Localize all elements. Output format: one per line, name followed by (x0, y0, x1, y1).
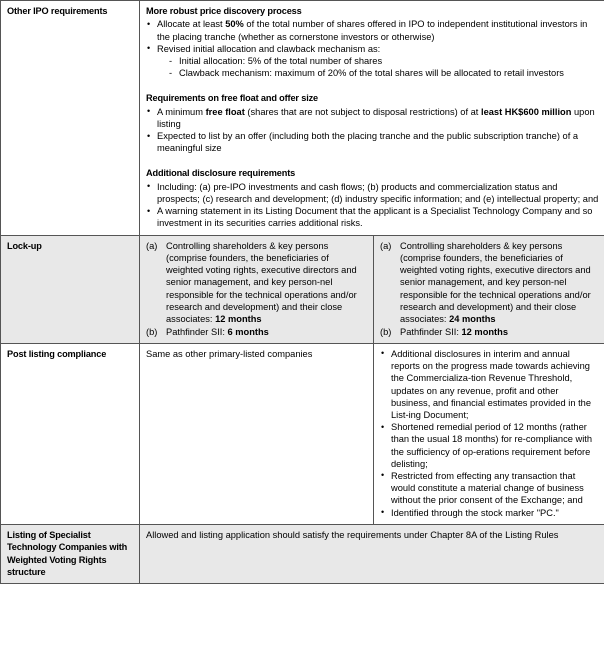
bullet-text: Allocate at least 50% of the total number of shares offered in IPO to independent institutional investors in the placing tranche (whether as cornerstone investors or otherwise) (157, 19, 588, 42)
list-item (380, 326, 599, 338)
list-item: • A warning statement in its Listing Document that the applicant is a Specialist Technology Company and so investment in its securities carries additional risks. (146, 205, 599, 229)
sub-list-item: - Clawback mechanism: maximum of 20% of the total shares will be allocated to retail investors (168, 67, 599, 79)
section-heading: Additional disclosure requirements (146, 168, 296, 179)
list-item (146, 326, 368, 338)
list-item (380, 240, 599, 326)
list-item: • Shortened remedial period of 12 months (rather than the usual 18 months) for re-compliance with the sufficiency of op-erations requirement before delisting; (380, 421, 599, 470)
list-item (146, 43, 599, 80)
row-content-listing-with-wvr (140, 524, 604, 584)
table-body (1, 1, 604, 584)
list-item-text: Pathfinder SII: 12 months (400, 326, 508, 337)
list-marker: (a) (380, 240, 392, 251)
alpha-list (146, 240, 368, 338)
list-item: • Restricted from effecting any transaction that would constitute a material change of business without the prior consent of the Exchange; and (380, 470, 599, 507)
row-content-post-listing-col2 (140, 343, 374, 524)
list-item (146, 240, 368, 326)
row-label-text: Lock-up (7, 240, 42, 251)
cell-text: Same as other primary-listed companies (146, 348, 313, 359)
list-item: • Identified through the stock marker "PC." (380, 507, 599, 519)
section-heading: More robust price discovery process (146, 6, 302, 16)
bullet-list (146, 106, 599, 155)
row-content-other-ipo-requirements (140, 1, 604, 236)
bullet-list (380, 348, 599, 519)
row-label-text: Other IPO requirements (7, 6, 108, 16)
row-label-text: Post listing compliance (7, 348, 107, 359)
row-label-text: Listing of Specialist Technology Companies with Weighted Voting Rights structure (7, 529, 128, 577)
row-label-listing-with-wvr (1, 524, 140, 584)
list-item (146, 130, 599, 154)
bullet-text: Expected to list by an offer (including both the placing tranche and the public subscription tranche) of a meaningful size (157, 131, 579, 154)
row-label-post-listing-compliance (1, 343, 140, 524)
list-item-text: Controlling shareholders & key persons (comprise founders, the beneficiaries of weighted voting rights, executive directors and senior management, and key person-nel responsible for the technical operations and/or research and development) and their close associates: 24 months (400, 240, 591, 325)
bullet-list (146, 18, 599, 79)
table-row-other-ipo-requirements (1, 1, 604, 236)
list-item-text: Pathfinder SII: 6 months (166, 326, 269, 337)
bullet-text: A minimum free float (shares that are not subject to disposal restrictions) of at least HK$600 million upon listing (157, 106, 595, 129)
section-free-float (146, 92, 599, 154)
list-marker: (a) (146, 240, 158, 251)
row-content-lock-up-col2 (140, 235, 374, 343)
list-item (146, 18, 599, 42)
table-row-listing-with-wvr (1, 524, 604, 584)
row-label-lock-up (1, 235, 140, 343)
row-label-other-ipo-requirements (1, 1, 140, 236)
sub-list-item: - Initial allocation: 5% of the total number of shares (168, 55, 599, 67)
alpha-list (380, 240, 599, 338)
table-row-lock-up (1, 235, 604, 343)
section-price-discovery (146, 5, 599, 79)
section-additional-disclosure (146, 167, 599, 229)
list-item-text: Controlling shareholders & key persons (comprise founders, the beneficiaries of weighted voting rights, executive directors and senior management, and key person-nel responsible for the technical operations and/or research and development) and their close associates: 12 months (166, 240, 357, 325)
list-marker: (b) (380, 326, 392, 337)
list-marker: (b) (146, 326, 158, 337)
row-content-lock-up-col3 (374, 235, 604, 343)
cell-text: Allowed and listing application should satisfy the requirements under Chapter 8A of the Listing Rules (146, 529, 559, 540)
list-item (146, 106, 599, 130)
list-item: • Including: (a) pre-IPO investments and cash flows; (b) products and commercialization status and prospects; (c) research and development; (d) industry specific information; and (e) intellectual property; and (146, 181, 599, 205)
list-item: • Additional disclosures in interim and annual reports on the progress made towards achieving the Commercializa-tion Revenue Threshold, updates on any revenue, profit and other business, and financial estimates provided in the List-ing Document; (380, 348, 599, 421)
row-content-post-listing-col3 (374, 343, 604, 524)
table-row-post-listing-compliance (1, 343, 604, 524)
section-heading: Requirements on free float and offer size (146, 93, 319, 104)
bullet-text: Revised initial allocation and clawback mechanism as: (157, 43, 381, 54)
bullet-list (146, 181, 599, 230)
sub-bullet-list (157, 55, 599, 79)
